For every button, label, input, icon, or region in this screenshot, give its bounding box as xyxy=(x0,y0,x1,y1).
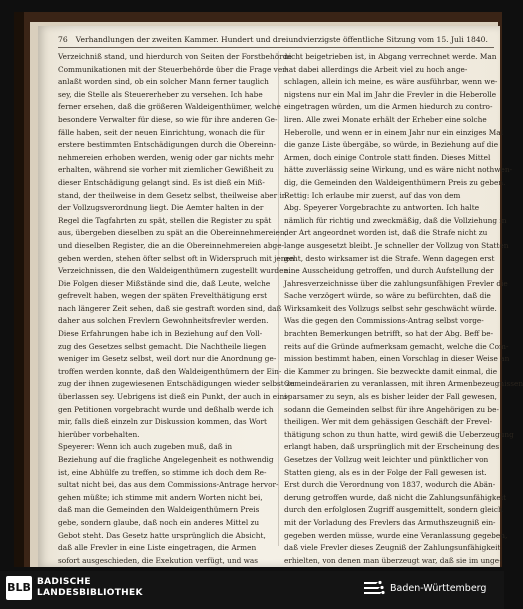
text-line: der Vollzugsverordnung liegt. Die Aemter halten in der xyxy=(58,203,264,213)
text-line: Verzeichnissen, die den Waldeigenthümern zugestellt wurden. xyxy=(58,266,291,276)
text-line: liren. Alle zwei Monate erhält der Erheber eine solche xyxy=(284,114,487,124)
text-line: erhielten, von denen man überzeugt war, daß sie im unge- xyxy=(284,555,502,565)
text-line: mission bestimmt haben, einen Vorschlag in dieser Weise an xyxy=(284,354,510,364)
text-line: nicht beigetrieben ist, in Abgang verrechnet werde. Man xyxy=(284,52,497,61)
text-line: gen Petitionen vorgebracht wurde und deßhalb werde ich xyxy=(58,404,274,414)
text-line: nigstens nur ein Mal im Jahr die Frevler in die Heberolle xyxy=(284,89,497,99)
text-line: thätigung schon zu thun hatte, wird gewiß die Ueberzeugung xyxy=(284,429,514,439)
text-line: Communikationen mit der Steuerbehörde über die Frage ver- xyxy=(58,64,289,74)
text-line: Beziehung auf die fragliche Angelegenheit es nothwendig xyxy=(58,455,274,464)
text-line: gehen müßte; ich stimme mit andern Worten nicht bei, xyxy=(58,492,263,502)
text-line: aus, übergeben dieselben zu spät an die Obereinnehmereien, xyxy=(58,228,287,238)
header-rule xyxy=(58,47,494,48)
text-line: Die Folgen dieser Mißstände sind die, daß Leute, welche xyxy=(58,278,271,288)
text-line: zug des Gesetzes selbst gemacht. Die Nachtheile liegen xyxy=(58,341,267,351)
text-column-left xyxy=(58,51,295,565)
text-line: anlaßt worden sind, ob ein solcher Mann ferner tauglich xyxy=(58,77,269,87)
text-line: hierüber vorbehalten. xyxy=(58,429,140,439)
library-name-line1: BADISCHE xyxy=(37,577,91,587)
text-line: reits auf die Gründe aufmerksam gemacht, welche die Com- xyxy=(284,341,509,351)
text-line: dieser Entschädigung gelangt sind. Es ist dieß ein Miß- xyxy=(58,177,265,187)
text-line: nämlich für richtig und zweckmäßig, daß die Vollziehung in xyxy=(284,215,507,225)
column-divider xyxy=(278,51,279,546)
text-line: brachten Bemerkungen betrifft, so hat der Abg. Beff be- xyxy=(284,329,494,339)
text-line: sodann die Gemeinden selbst für ihre Angehörigen zu be- xyxy=(284,404,499,414)
text-line: Speyerer: Wenn ich auch zugeben muß, daß in xyxy=(58,442,233,452)
text-line: hat dabei allerdings die Arbeit viel zu hoch ange- xyxy=(284,64,468,74)
text-line: sparsamer zu seyn, als es bisher leider der Fall gewesen, xyxy=(284,392,497,402)
text-line: Was die gegen den Commissions-Antrag selbst vorge- xyxy=(284,316,484,326)
text-line: ferner ersehen, daß die größeren Waldeigenthümer, welche xyxy=(58,102,281,112)
text-line: zug der ihnen zugewiesenen Entschädigungen wieder selbst zu xyxy=(58,379,295,389)
page-number: 76 xyxy=(58,35,68,44)
text-line: nach längerer Zeit sehen, daß sie gestraft worden sind, daß xyxy=(58,303,282,313)
text-line: sultat nicht bei, das aus dem Commissions-Antrage hervor- xyxy=(58,480,279,490)
text-line: fälle haben, seit der neuen Einrichtung, wonach die für xyxy=(58,127,265,137)
text-line: Gesetzes der Vollzug weit leichter und pünktlicher von xyxy=(284,455,489,464)
text-line: Wirksamkeit des Vollzugs selbst sehr geschwächt würde. xyxy=(284,303,497,313)
blb-logo[interactable]: BLB xyxy=(6,576,32,600)
text-line: Heberolle, und wenn er in einem Jahr nur ein einziges Mal xyxy=(284,127,504,137)
text-line: gefrevelt haben, wegen der späten Frevelthätigung erst xyxy=(58,291,268,301)
text-line: lange ausgesetzt bleibt. Je schneller der Vollzug von Statten xyxy=(284,240,509,250)
text-line: erstere bestimmten Entschädigungen durch die Obereinn- xyxy=(58,140,276,150)
text-line: eingetragen würden, um die Armen hiedurch zu contro- xyxy=(284,102,493,112)
text-line: hätte zuverlässig seine Wirkung, und es wäre nicht nothwen- xyxy=(284,165,513,175)
text-line: weniger im Gesetz selbst, weil dort nur die Anordnung ge- xyxy=(58,354,277,364)
state-label[interactable]: Baden-Württemberg xyxy=(390,583,487,594)
text-line: Rettig: Ich erlaube mir zuerst, auf das von dem xyxy=(284,190,461,200)
book-spine xyxy=(14,12,24,567)
text-line: erhalten, während sie vorher mit ziemlicher Gewißheit zu xyxy=(58,165,274,175)
text-line: theiligen. Wer mit dem gehässigen Geschäft der Frevel- xyxy=(284,417,493,427)
text-line: geht, desto wirksamer ist die Strafe. Wenn dagegen erst xyxy=(284,253,495,263)
baden-wuerttemberg-lions-icon xyxy=(361,578,385,600)
library-name xyxy=(37,577,177,599)
text-line: die ganze Liste übergäbe, so würde, in Beziehung auf die xyxy=(284,140,499,150)
text-line: der Art angeordnet worden ist, daß die Strafe nicht zu xyxy=(284,228,488,238)
text-line: durch den erfolglosen Zugriff ausgemittelt, sondern gleich xyxy=(284,505,503,515)
text-line: nehmereien erhoben werden, wenig oder gar nichts mehr xyxy=(58,152,274,162)
text-line: daß man die Gemeinden den Waldeigenthümern Preis xyxy=(58,505,260,515)
text-line: die Kammer zu bringen. Sie bezweckte damit einmal, die xyxy=(284,366,498,376)
text-line: schlagen, allein ich meine, es wäre ausführbar, wenn we- xyxy=(284,77,498,87)
text-line: daß viele Frevler dieses Zeugniß der Zahlungsunfähigkeit xyxy=(284,543,501,553)
library-name-line2: LANDESBIBLIOTHEK xyxy=(37,588,143,598)
text-line: ist, eine Abhülfe zu treffen, so stimme ich doch dem Re- xyxy=(58,467,267,477)
text-column-right xyxy=(284,51,523,565)
text-line: stand, der theilweise in dem Gesetz selbst, theilweise aber in xyxy=(58,190,287,200)
text-line: mit der Vorladung des Frevlers das Armuthszeugniß ein- xyxy=(284,517,496,527)
text-line: sey, die Stelle als Steuererheber zu versehen. Ich habe xyxy=(58,89,263,99)
text-line: sofort ausgeschieden, die Exekution verfügt, und was xyxy=(58,555,259,565)
text-line: Jahresverzeichnisse über die zahlungsunfähigen Frevler die xyxy=(284,278,508,288)
page-header xyxy=(58,34,496,46)
text-line: eine Ausscheidung getroffen, und durch Aufstellung der xyxy=(284,266,494,276)
text-line: überlassen sey. Uebrigens ist dieß ein Punkt, der auch in eini- xyxy=(58,392,290,402)
text-line: Statten gieng, als es in der Folge der Fall gewesen ist. xyxy=(284,467,487,477)
text-line: Sache verzögert würde, so wäre zu befürchten, daß die xyxy=(284,291,491,301)
footer-bar xyxy=(0,571,504,609)
text-line: daß alle Frevler in eine Liste eingetragen, die Armen xyxy=(58,543,257,553)
text-line: Verzeichniß stand, und hierdurch von Seiten der Forstbehörde xyxy=(58,52,292,61)
text-line: Diese Erfahrungen habe ich in Beziehung auf den Voll- xyxy=(58,329,263,339)
text-line: Gemeindeärarien zu veranlassen, mit ihren Armenbezeugnissen xyxy=(284,379,523,389)
text-line: Armen, doch einige Controle statt finden. Dieses Mittel xyxy=(284,152,491,162)
text-line: erlangt haben, daß ursprünglich mit der Erscheinung des xyxy=(284,442,500,452)
text-line: gegeben werden müsse, wurde eine Veranlassung gegeben, xyxy=(284,530,508,540)
text-line: mir, falls dieß einzeln zur Diskussion kommen, das Wort xyxy=(58,417,267,427)
text-line: gebe, sondern glaube, daß noch ein anderes Mittel zu xyxy=(58,517,260,527)
text-line: Gebot steht. Das Gesetz hatte ursprünglich die Absicht, xyxy=(58,530,266,540)
text-line: Abg. Speyerer Vorgebrachte zu antworten. Ich halte xyxy=(284,203,480,213)
text-line: derung getroffen wurde, daß nicht die Zahlungsunfähigkeit xyxy=(284,492,507,502)
text-line: Erst durch die Verordnung von 1837, wodurch die Abän- xyxy=(284,480,496,490)
text-line: und dieselben Register, die an die Obereinnehmereien abge- xyxy=(58,240,285,250)
running-header: Verhandlungen der zweiten Kammer. Hundert und dreiundvierzigste öffentliche Sitzung vom 15. Juli 1840. xyxy=(75,35,488,44)
text-line: dig, die Gemeinden den Waldeigenthümern Preis zu geben. xyxy=(284,177,506,187)
text-line: daher aus solchen Frevlern Gewohnheitsfrevler werden. xyxy=(58,316,269,326)
text-line: troffen werden konnte, daß den Waldeigenthümern der Ein- xyxy=(58,366,282,376)
text-line: besondere Verwalter für diese, so wie für ihre anderen Ge- xyxy=(58,114,278,124)
text-line: geben werden, stehen öfter selbst oft in Widerspruch mit jenen xyxy=(58,253,295,263)
text-line: Regel die Tagfahrten zu spät, stellen die Register zu spät xyxy=(58,215,272,225)
